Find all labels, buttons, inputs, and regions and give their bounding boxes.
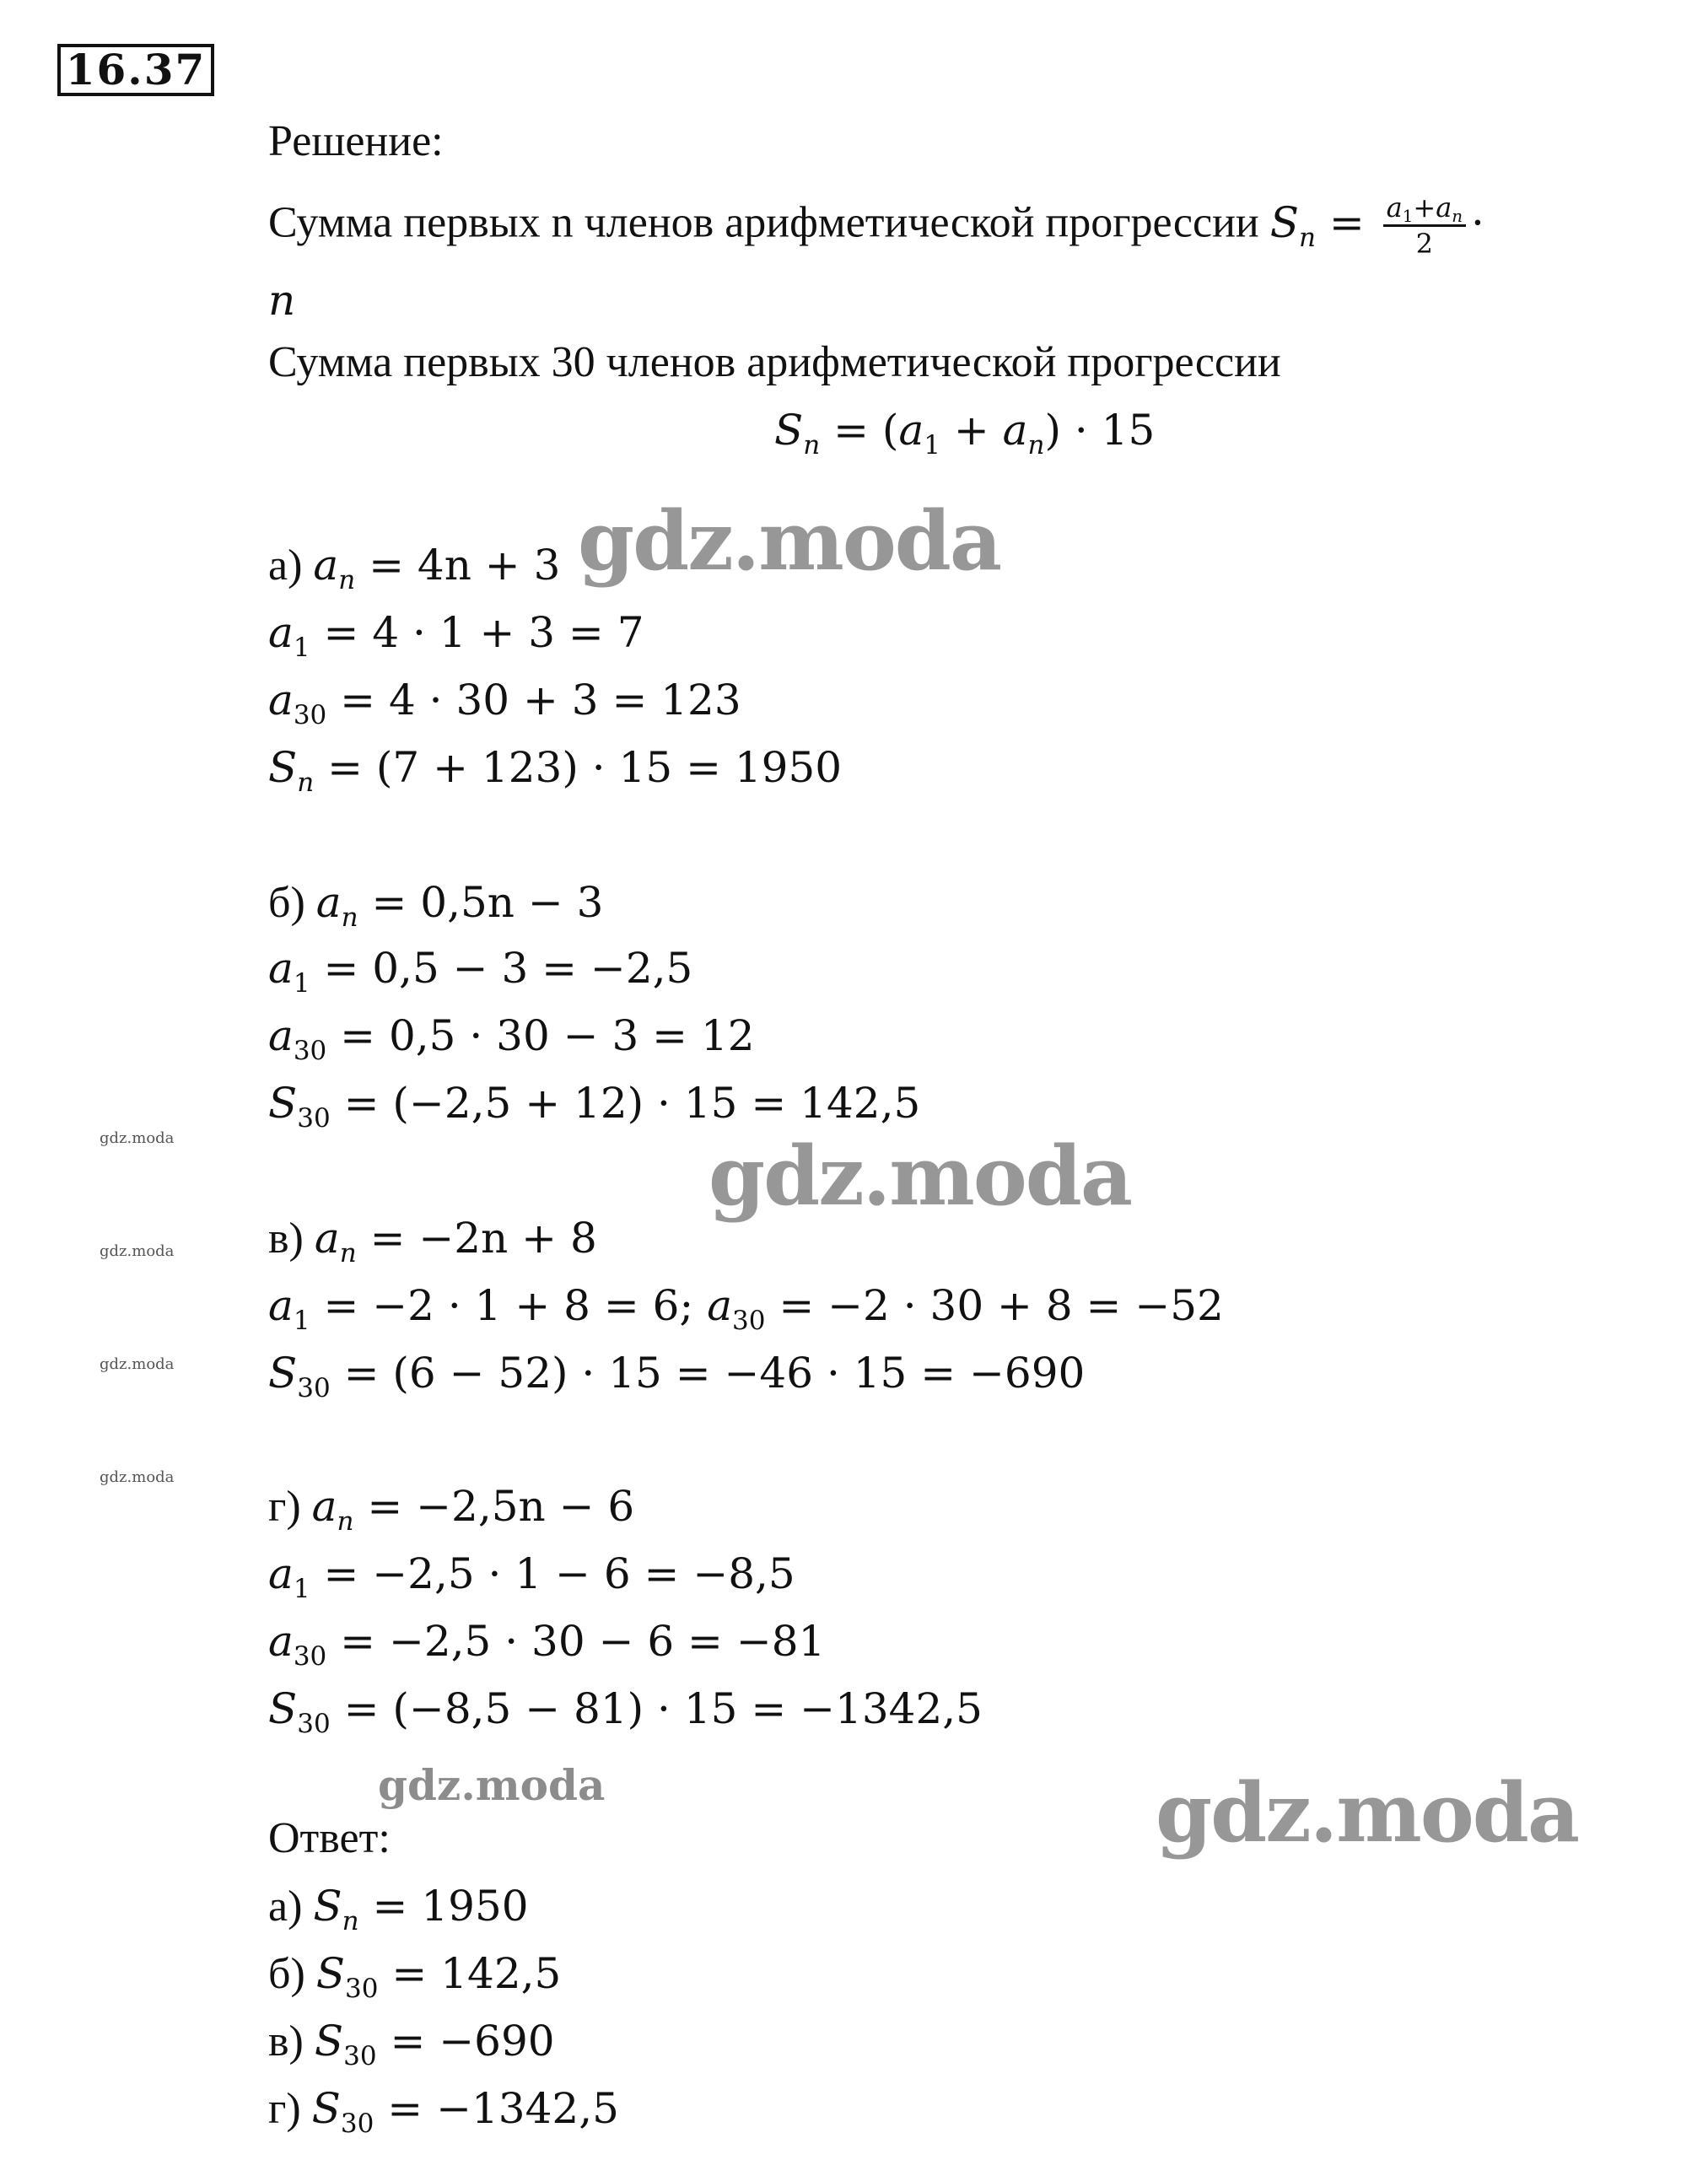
watermark-small-1: gdz.moda (100, 1129, 175, 1147)
answer-v: в) $S_{30} = -690$ (268, 2017, 555, 2071)
watermark-small-3: gdz.moda (100, 1355, 175, 1373)
watermark-small-4: gdz.moda (100, 1468, 175, 1486)
part-v-line-2: $a_1 = -2 \cdot 1 + 8 = 6$; $a_{30} = -2 \cdot 30 + 8 = -52$ (268, 1281, 1224, 1336)
answer-a: а) $S_n = 1950$ (268, 1882, 529, 1936)
part-a-line-2: $a_1 = 4 \cdot 1 + 3 = 7$ (268, 608, 644, 663)
part-v-line-3: $S_{30} = (6 - 52) \cdot 15 = -46 \cdot 15 = -690$ (268, 1349, 1086, 1403)
part-a-line-4: $S_n = (7 + 123) \cdot 15 = 1950$ (268, 743, 843, 798)
sum-fraction: $\frac{a_1+a_n}{2}$ (1383, 191, 1466, 261)
part-b-line-3: $a_{30} = 0,5 \cdot 30 - 3 = 12$ (268, 1011, 755, 1066)
solution-heading: Решение: (268, 117, 444, 165)
part-g-line-2: $a_1 = -2,5 \cdot 1 - 6 = -8,5$ (268, 1549, 795, 1604)
answer-g: г) $S_{30} = -1342,5$ (268, 2084, 619, 2139)
part-a-line-3: $a_{30} = 4 \cdot 30 + 3 = 123$ (268, 676, 741, 730)
sum-formula: $S_n$ = $\frac{a_1+a_n}{2}$ · (1269, 191, 1484, 260)
part-v-line-1: в) $a_n = -2n + 8$ (268, 1214, 597, 1268)
sum30-text: Сумма первых 30 членов арифметической прогрессии (268, 338, 1281, 386)
answer-b: б) $S_{30} = 142,5$ (268, 1949, 562, 2004)
part-g-line-1: г) $a_n = -2,5n - 6$ (268, 1482, 635, 1537)
watermark-small-2: gdz.moda (100, 1242, 175, 1260)
part-b-line-2: $a_1 = 0,5 - 3 = -2,5$ (268, 944, 693, 999)
sum30-formula: $S_n = (a_1 + a_n) \cdot 15$ (774, 406, 1156, 461)
part-g-line-4: $S_{30} = (-8,5 - 81) \cdot 15 = -1342,5$ (268, 1684, 983, 1739)
part-b-line-4: $S_{30} = (-2,5 + 12) \cdot 15 = 142,5$ (268, 1079, 921, 1134)
sum-formula-line (268, 191, 1484, 261)
problem-number: 16.37 (57, 44, 214, 96)
part-a-line-1: а) $a_n = 4n + 3$ (268, 541, 561, 595)
sum-formula-text: Сумма первых n членов арифметической прогрессии (268, 198, 1259, 247)
watermark-3: gdz.moda (1156, 1765, 1579, 1861)
part-b-line-1: б) $a_n = 0,5n - 3$ (268, 878, 604, 933)
watermark-1: gdz.moda (578, 493, 1001, 589)
watermark-4: gdz.moda (378, 1760, 606, 1810)
answer-heading: Ответ: (268, 1814, 391, 1862)
sum-formula-continuation: n (268, 276, 296, 325)
part-g-line-3: $a_{30} = -2,5 \cdot 30 - 6 = -81$ (268, 1617, 826, 1672)
watermark-2: gdz.moda (709, 1128, 1132, 1224)
